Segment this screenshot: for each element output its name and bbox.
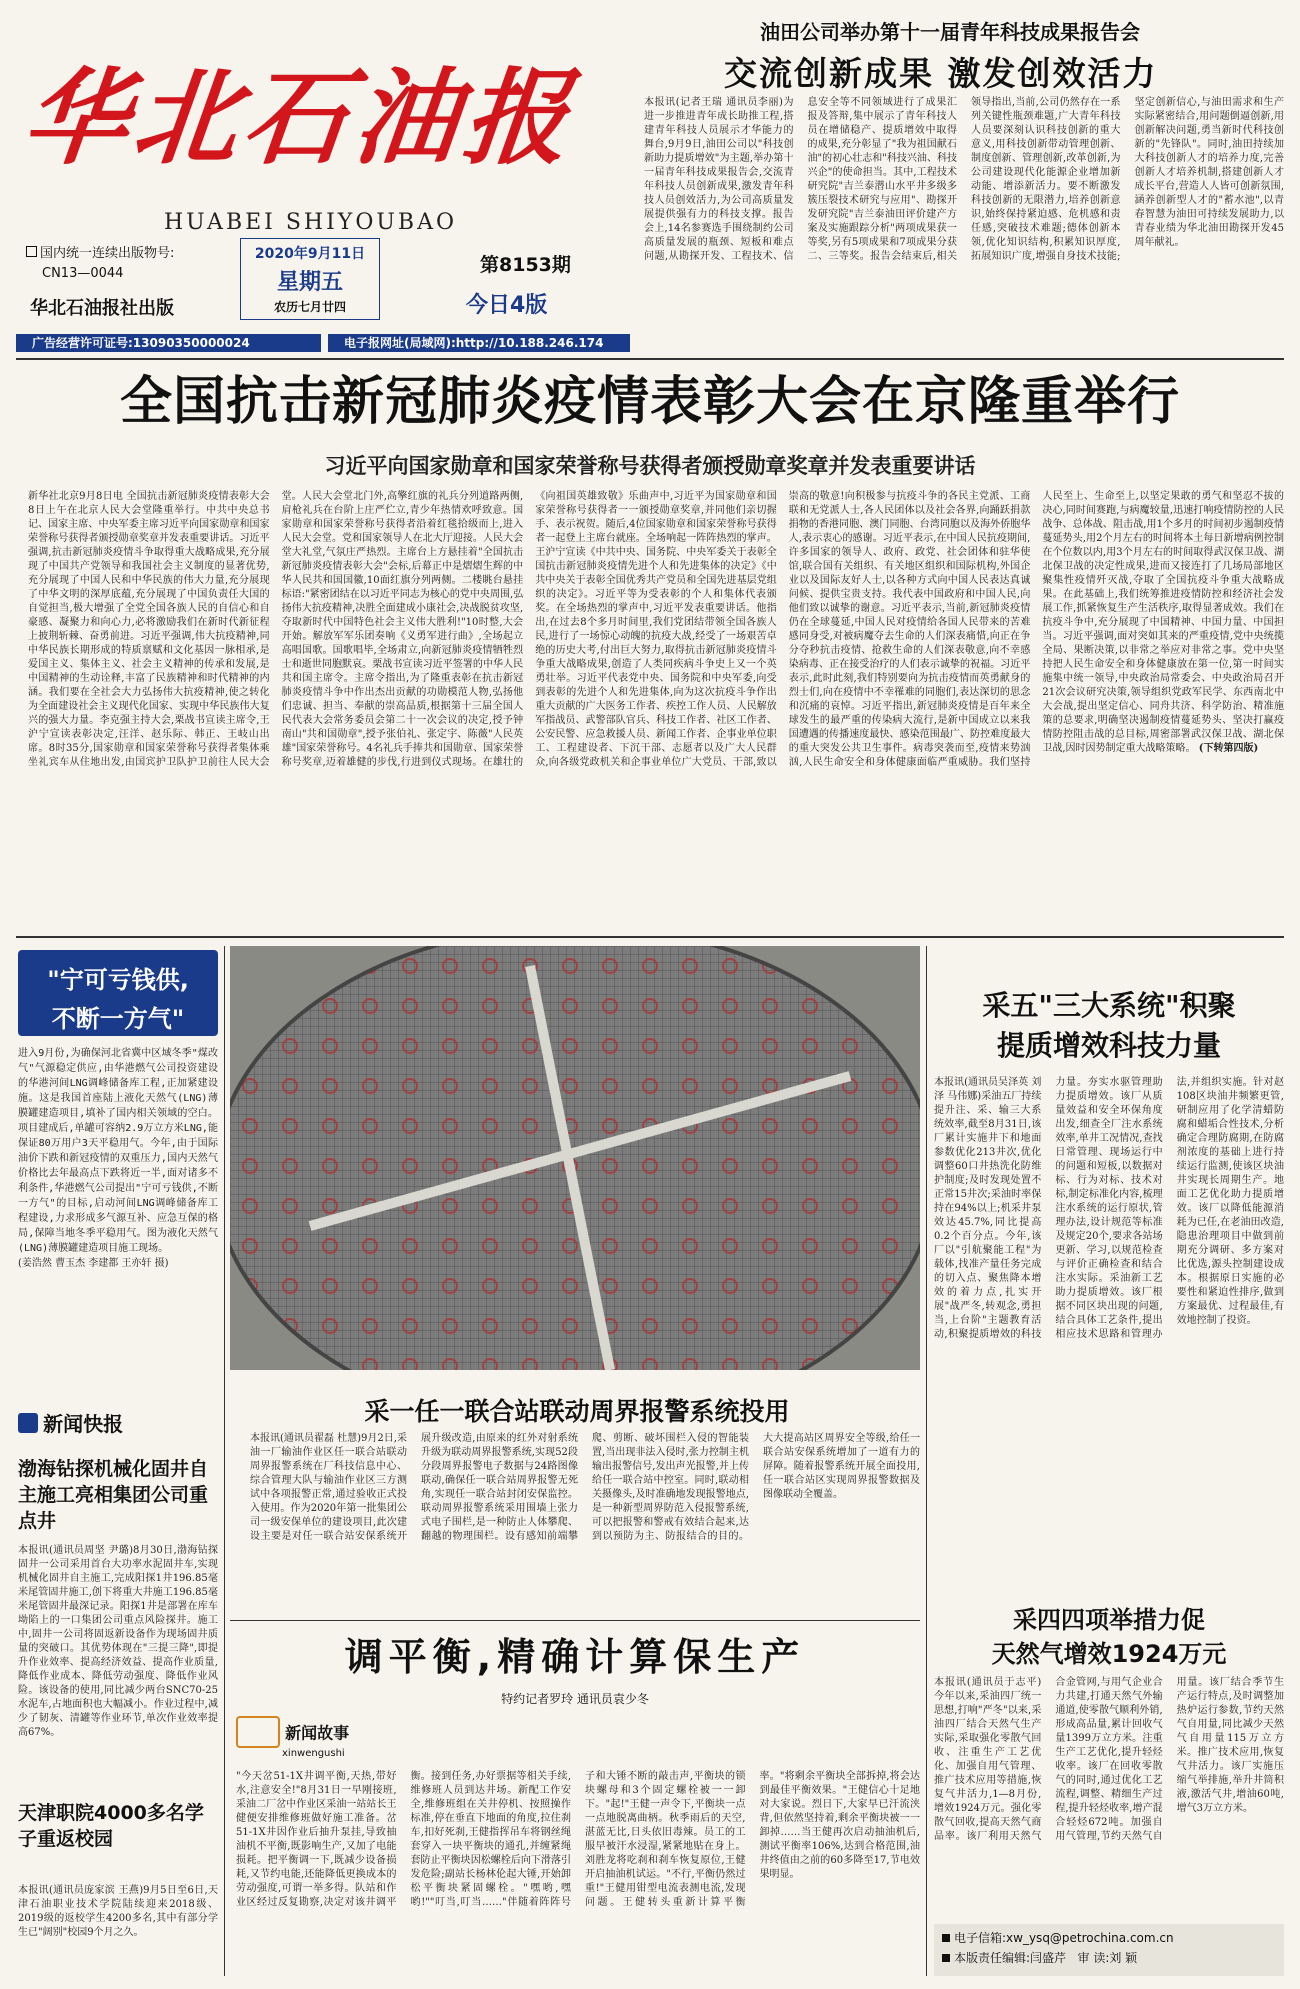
photo-kicker-1: "宁可亏钱供, <box>47 966 189 994</box>
construction-photo <box>230 946 920 1370</box>
masthead-pinyin: HUABEI SHIYOUBAO <box>164 210 457 235</box>
right2-headline-1: 采四四项举措力促 <box>1013 1606 1205 1634</box>
photo-kicker-2: 不断一方气" <box>51 1005 185 1033</box>
website[interactable]: 电子报网址(局域网):http://10.188.246.174 <box>344 336 604 350</box>
website-bar[interactable] <box>328 334 630 352</box>
story1-body: 本报讯(通讯员周坚 尹璐)8月30日,渤海钻探固井一公司采用首台大功率水泥固井车,实现机械化固井自主施工,完成阳探1井196.85毫米尾管固井施工,创下将重大井施工196.85毫米尾管固井最深记录。阳探1井是部署在库车坳陷上的一口集团公司重点风险探井。施工中,固井一公司将固返新设备作为现场固井质量的突破口。其优势体现在"三提三降",即提升作业效率、提高经济效益、提高作业质量,降低作业成本、降低劳动强度、降低作业风险。该设备的使用,同比减少两台SNC70-25水泥车,占地面积也大幅减小。作业过程中,减少了韧灰、清罐等作业环节,单次作业效率提高67%。 <box>18 1545 218 1738</box>
photo-credit: (姜浩然 曹玉杰 李建都 王亦轩 摄) <box>18 1258 169 1269</box>
news-flash-icon <box>18 1413 38 1433</box>
reviewer: 审 读:刘 颖 <box>1077 1951 1138 1965</box>
lunar: 农历七月廿四 <box>273 300 346 314</box>
date: 2020年9月11日 <box>254 246 366 262</box>
divider-left <box>224 946 225 1976</box>
truck-icon <box>236 1716 280 1748</box>
right-headline-1: 采五"三大系统"积聚 <box>982 989 1236 1022</box>
right2-body: 本报讯(通讯员于志平)今年以来,采油四厂统一思想,打响"严冬"以来,采油四厂结合天然气生产实际,采取强化零散气回收、注重生产工艺优化、加强自用气管理、推广技术应用等措施,恢复气井活力,1—8月份,增效1924万元。强化零散气回收,提高天然气商品率。该厂利用天然气合金管网,与用气企业合力共建,打通天然气外输通道,使零散气顺利外销,形成高品量,累计回收气量1399万立方米。注重生产工艺优化,提升轻烃收率。该厂在回收零散气的同时,通过优化工艺流程,调整、精细生产过程,提升轻烃收率,增产混合轻烃672吨。加强自用气管理,节约天然气自用量。该厂结合季节生产运行特点,及时调整加热炉运行参数,节约天然气自用量,同比减少天然气自用量115万立方米。推广技术应用,恢复气井活力。该厂实施压缩气举排施,举升井筒积液,激活气井,增油60吨,增气3万立方米。 <box>934 1677 1284 1842</box>
lead-continued: (下转第四版) <box>1198 743 1259 754</box>
publisher: 华北石油报社出版 <box>30 298 174 319</box>
photo-body-text: 进入9月份,为确保河北省冀中区域冬季"煤改气"气源稳定供应,由华港燃气公司投资建设的华港河间LNG调峰储备库工程,正加紧建设施。这是我国首座陆上液化天然气(LNG)薄膜罐建造项目,填补了国内相关领域的空白。项目建成后,单罐可容纳2.9万立方米LNG,能保证80万用户3天平稳用气。今年,由于国际油价下跌和新冠疫情的双重压力,国内天然气价格比去年最高点下跌将近一半,面对诸多不利条件,华港燃气公司提出"宁可亏钱供,不断一方气"的目标,启动河间LNG调峰储备库工程建设,力求形成多气源互补、应急互保的格局,保障当地冬季平稳用气。图为液化天然气(LNG)薄膜罐建造项目施工现场。 <box>18 1048 218 1254</box>
top-story-body: 本报讯(记者王瑞 通讯员李丽)为进一步推进青年成长助推工程,搭建青年科技人员展示才华能力的舞台,9月9日,油田公司以"科技创新助力提质增效"为主题,举办第十一届青年科技成果报告会,交流青年科技人员创新成果,激发青年科技人员创效活力,为公司高质量发展提供强有力的科技支撑。报告会上,14名参赛选手围绕制约公司高质量发展的瓶颈、短板和难点问题,从勘探开发、工程技术、信息安全等不同领域进行了成果汇报及答辩,集中展示了青年科技人员在增储稳产、提质增效中取得的成果,充分彰显了"我为祖国献石油"的初心壮志和"科技兴油、科技兴企"的使命担当。其中,工程技术研究院"吉兰泰潜山水平井多级多簇压裂技术研究与应用"、勘探开发研究院"吉兰泰油田评价建产方案及实施跟踪分析"两项成果获一等奖,另有5项成果和7项成果分获二、三等奖。报告会结束后,相关领导指出,当前,公司仍然存在一系列关键性瓶颈难题,广大青年科技人员要深刻认识科技创新的重大意义,用科技创新带动管理创新、制度创新、管理创新,改革创新,为公司建设现代化能源企业增加新动能、增添新活力。要不断激发科技创新的无限潜力,培养创新意识,始终保持紧迫感、危机感和责任感,突破技术难题;德体创新本领,优化知识结构,积累知识厚度,拓展知识广度,增强自身技术技能;坚定创新信心,与油田需求和生产实际紧密结合,用问题倒逼创新,用创新解决问题,勇当新时代科技创新的"先锋队"。同时,油田持续加大科技创新人才的培养力度,完善创新人才培养机制,搭建创新人才成长平台,营造人人皆可创新氛围,涵养创新型人才的"蓄水池",以青春智慧为油田可持续发展助力,以青春业绩为华北油田勘探开发45周年献礼。 <box>644 97 1284 262</box>
story2-body: 本报讯(通讯员庞家滨 王燕)9月5日至6日,天津石油职业技术学院陆续迎来2018级、2019级的返校学生4200多名,其中有部分学生已"阔别"校园9个月之久。 <box>18 1885 218 1938</box>
divider-masthead <box>16 358 1284 360</box>
lead-body-text: 新华社北京9月8日电 全国抗击新冠肺炎疫情表彰大会8日上午在北京人民大会堂隆重举行。中共中央总书记、国家主席、中央军委主席习近平向国家勋章和国家荣誉称号获得者颁授勋章奖章并发表重要讲话。习近平强调,抗击新冠肺炎疫情斗争取得重大战略成果,充分展现了中国共产党领导和我国社会主义制度的显著优势,充分展现了中国人民和中华民族的伟大力量,充分展现了中华文明的深厚底蕴,充分展现了中国负责任大国的自觉担当,极大增强了全党全国各族人民的自信心和自豪感、凝聚力和向心力,必将激励我们在新时代新征程上披荆斩棘、奋勇前进。习近平强调,伟大抗疫精神,同中华民族长期形成的特质禀赋和文化基因一脉相承,是爱国主义、集体主义、社会主义精神的传承和发展,是中国精神的生动诠释,丰富了民族精神和时代精神的内涵。我们要在全社会大力弘扬伟大抗疫精神,使之转化为全面建设社会主义现代化国家、实现中华民族伟大复兴的强大力量。李克强主持大会,栗战书宣读主席令,王沪宁宣读表彰决定,汪洋、赵乐际、韩正、王岐山出席。8时35分,国家勋章和国家荣誉称号获得者集体乘坐礼宾车从住地出发,由国宾护卫队护卫前往人民大会堂。人民大会堂北门外,高擎红旗的礼兵分列道路两侧,肩枪礼兵在台阶上庄严伫立,青少年热情欢呼致意。国家勋章和国家荣誉称号获得者沿着红毯拾级而上,进入人民大会堂。党和国家领导人在北大厅迎接。人民大会堂大礼堂,气氛庄严热烈。主席台上方悬挂着"全国抗击新冠肺炎疫情表彰大会"会标,后幕正中是熠熠生辉的中华人民共和国国徽,10面红旗分列两侧。二楼眺台悬挂标语:"紧密团结在以习近平同志为核心的党中央周围,弘扬伟大抗疫精神,决胜全面建成小康社会,决战脱贫攻坚,夺取新时代中国特色社会主义伟大胜利!"10时整,大会开始。解放军军乐团奏响《义勇军进行曲》,全场起立高唱国歌。国歌唱毕,全场肃立,向新冠肺炎疫情牺牲烈士和逝世同胞默哀。栗战书宣读习近平签署的中华人民共和国主席令。主席令指出,为了隆重表彰在抗击新冠肺炎疫情斗争中作出杰出贡献的功勋模范人物,弘扬他们忠诚、担当、奉献的崇高品质,根据第十三届全国人民代表大会常务委员会第二十一次会议的决定,授予钟南山"共和国勋章",授予张伯礼、张定宇、陈薇"人民英雄"国家荣誉称号。4名礼兵手捧共和国勋章、国家荣誉称号奖章,迈着雄健的步伐,行进到仪式现场。在雄壮的《向祖国英雄致敬》乐曲声中,习近平为国家勋章和国家荣誉称号获得者一一颁授勋章奖章,并同他们亲切握手、表示祝贺。随后,4位国家勋章和国家荣誉称号获得者一起登上主席台就座。全场响起一阵阵热烈的掌声。王沪宁宣读《中共中央、国务院、中央军委关于表彰全国抗击新冠肺炎疫情先进个人和先进集体的决定》《中共中央关于表彰全国优秀共产党员和全国先进基层党组织的决定》。习近平等为受表彰的个人和集体代表颁奖。在全场热烈的掌声中,习近平发表重要讲话。他指出,在过去8个多月时间里,我们党团结带领全国各族人民,进行了一场惊心动魄的抗疫大战,经受了一场艰苦卓绝的历史大考,付出巨大努力,取得抗击新冠肺炎疫情斗争重大战略成果,创造了人类同疾病斗争史上又一个英勇壮举。习近平代表党中央、国务院和中央军委,向受到表彰的先进个人和先进集体,向为这次抗疫斗争作出重大贡献的广大医务工作者、疾控工作人员、人民解放军指战员、武警部队官兵、科技工作者、社区工作者、公安民警、应急救援人员、新闻工作者、企事业单位职工、工程建设者、下沉干部、志愿者以及广大人民群众,向各级党政机关和企事业单位广大党员、干部,致以崇高的敬意!向积极参与抗疫斗争的各民主党派、工商联和无党派人士,各人民团体以及社会各界,向踊跃捐款捐物的香港同胞、澳门同胞、台湾同胞以及海外侨胞华人,表示衷心的感谢。习近平表示,在中国人民抗疫期间,许多国家的领导人、政府、政党、社会团体和驻华使馆,联合国有关组织、有关地区组织和国际机构,外国企业以及国际友好人士,以各种方式向中国人民表达真诚问候、提供宝贵支持。我代表中国政府和中国人民,向他们致以诚挚的谢意。习近平表示,当前,新冠肺炎疫情仍在全球蔓延,中国人民对疫情给各国人民带来的苦难感同身受,对被病魔夺去生命的人们深表痛惜,向正在争分夺秒抗击疫情、抢救生命的人们深表敬意,向不幸感染病毒、正在接受治疗的人们表示诚挚的祝福。习近平表示,此时此刻,我们特别要向为抗击疫情而英勇献身的烈士们,向在疫情中不幸罹难的同胞们,表达深切的思念和沉痛的哀悼。习近平指出,新冠肺炎疫情是百年来全球发生的最严重的传染病大流行,是新中国成立以来我国遭遇的传播速度最快、感染范围最广、防控难度最大的重大突发公共卫生事件。病毒突袭而至,疫情来势汹汹,人民生命安全和身体健康面临严重威胁。我们坚持人民至上、生命至上,以坚定果敢的勇气和坚忍不拔的决心,同时间赛跑,与病魔较量,迅速打响疫情防控的人民战争、总体战、阻击战,用1个多月的时间初步遏制疫情蔓延势头,用2个月左右的时间将本土每日新增病例控制在个位数以内,用3个月左右的时间取得武汉保卫战、湖北保卫战的决定性成果,进而又接连打了几场局部地区聚集性疫情歼灭战,夺取了全国抗疫斗争重大战略成果。在此基础上,我们统筹推进疫情防控和经济社会发展工作,抓紧恢复生产生活秩序,取得显著成效。我们在抗疫斗争中,充分展现了中国精神、中国力量、中国担当。习近平强调,面对突如其来的严重疫情,党中央统揽全局、果断决策,以非常之举应对非常之事。党中央坚持把人民生命安全和身体健康放在第一位,第一时间实施集中统一领导,中央政治局常委会、中央政治局召开21次会议研究决策,领导组织党政军民学、东西南北中大会战,提出坚定信心、同舟共济、科学防治、精准施策的总要求,明确坚决遏制疫情蔓延势头、坚决打赢疫情防控阻击战的总目标,周密部署武汉保卫战、湖北保卫战,因时因势制定重大战略策略。 <box>28 491 1284 768</box>
story-label-box <box>236 1716 376 1764</box>
photo-caption-headline: 采一任一联合站联动周界报警系统投用 <box>364 1397 790 1426</box>
weekday: 星期五 <box>276 270 343 295</box>
lead-body <box>28 490 1284 928</box>
story1-headline: 渤海钻探机械化固井自主施工亮相集团公司重点井 <box>18 1458 209 1532</box>
bottom-headline: 调平衡,精确计算保生产 <box>344 1635 806 1679</box>
issn-box <box>26 244 236 290</box>
lead-subheadline: 习近平向国家勋章和国家荣誉称号获得者颁授勋章奖章并发表重要讲话 <box>324 454 976 478</box>
bottom-byline: 特约记者罗玲 通讯员袁少冬 <box>501 1692 649 1706</box>
issue-no: 第8153期 <box>480 254 571 276</box>
bottom-body: "今天岔51-1X井调平衡,天热,带好水,注意安全!"8月31日一早刚接班,采油二厂岔中作业区采油一站站长王健便安排维修班做好施工准备。岔51-1X井因作业后抽升泵挂,导致抽油机不平衡,既影响生产,又加了电能损耗。把平衡调一下,既减少设备损耗,又节约电能,还能降低更换成本的劳动强度,可谓一举多得。队站和作业区经过反复勘察,决定对该井调平衡。接到任务,办好票据等相关手续,维修班人员到达井场。新配工作安全,维修班组在关井停机、按照操作标准,停在垂直下地面的角度,拉住刹车,扣好死刹,王健指挥吊车将钢丝绳套穿入一块平衡块的通孔,并缠紧绳套防止平衡块因松螺栓后向下滑落引发危险;副站长杨林伦起大锤,开始卸松平衡块紧固螺栓。"嘿哟,嘿哟!""叮当,叮当……"伴随着阵阵号子和大锤不断的敲击声,平衡块的锁块螺母和3个固定螺栓被一一卸下。"起!"王健一声令下,平衡块一点一点地脱离曲柄。秋季雨后的天空,湛蓝无比,日头依旧毒辣。员工的工服早被汗水浸湿,紧紧地贴在身上。刘胜龙将吃刹和刹车恢复原位,王健开启抽油机试运。"不行,平衡仍然过重!"王健用钳型电流表测电流,发现问题。王健转头重新计算平衡率。"将剩余平衡块全部拆掉,将会达到最佳平衡效果。"王健信心十足地对大家说。烈日下,大家早已汗流浃背,但依然坚持着,剩余平衡块被一一卸掉……当王健再次启动抽油机后,测试平衡率106%,达到合格范围,油井终值由之前的60多降至17,节电效果明显。 <box>236 1771 920 1908</box>
divider-bottom <box>230 1620 920 1621</box>
story-label-en: xinwengushi <box>282 1748 345 1759</box>
ad-license: 广告经营许可证号:13090350000024 <box>32 336 250 350</box>
top-story-kicker: 油田公司举办第十一届青年科技成果报告会 <box>760 20 1140 44</box>
lead-headline: 全国抗击新冠肺炎疫情表彰大会在京隆重举行 <box>119 372 1180 432</box>
issn-label: 国内统一连续出版物号: <box>40 246 175 261</box>
right2-headline-2: 天然气增效1924万元 <box>991 1640 1227 1668</box>
right-headline-2: 提质增效科技力量 <box>996 1029 1221 1062</box>
photo-body <box>18 1046 218 1366</box>
top-story-headline: 交流创新成果 激发创效活力 <box>724 54 1158 93</box>
story2-headline: 天津职院4000多名学子重返校园 <box>18 1802 204 1850</box>
email[interactable]: 电子信箱:xw_ysq@petrochina.com.cn <box>954 1931 1174 1945</box>
pages-today: 今日4版 <box>466 293 548 318</box>
issn-value: CN13—0044 <box>42 266 124 281</box>
news-flash-label-box <box>18 1408 218 1438</box>
date-box <box>240 238 380 320</box>
news-flash-label: 新闻快报 <box>43 1412 124 1436</box>
divider-lead <box>16 936 1284 938</box>
ad-license-bar <box>16 334 321 352</box>
editor: 本版责任编辑:闫盛芹 <box>954 1951 1067 1965</box>
photo-kicker-box <box>18 950 218 1036</box>
photo-illustration <box>230 946 920 1370</box>
right-body: 本报讯(通讯员吴泽英 刘泽 马伟娜)采油五厂持续提升注、采、输三大系统效率,截至8月31日,该厂累计实施井下和地面参数优化213井次,优化调整60口井热洗化防维护制度;及时发现处置不正常15井次;采油时率保持在94%以上;机采井泵效达45.7%,同比提高0.2个百分点。今年,该厂以"引航聚能工程"为载体,找准产量任务完成的切入点、聚焦降本增效的着力点,扎实开展"战严冬,转观念,勇担当,上台阶"主题教育活动,积聚提质增效的科技力量。夯实水驱管理助力提质增效。该厂从质量效益和安全环保角度出发,细查全厂注水系统效率,单井工况情况,查找日常管理、现场运行中的问题和短板,以数据对标、行为对标、技术对标,制定标准化内容,梳理注水系统的运行原状,管理办法,设计规范等标准及规定20个,要求各站场更新、学习,以规范检查与评价正确检查和结合注水实际。采油新工艺助力提质增效。该厂根据不同区块出现的问题,结合具体工艺条件,提出相应技术思路和管理办法,并组织实施。针对赵108区块油井频繁更管,研制应用了化学清蜡防腐和蜡垢合性技术,分析确定合理防腐期,在防腐剂浓度的基础上进行持续运行监测,使该区块油井实现长周期生产。地面工艺优化助力提质增效。该厂以降低能源消耗为已任,在老油田改造,隐患治理项目中做到前期充分调研、多方案对比优选,源头控制建设成本。根据原日实施的必要性和紧迫性排序,做到方案最优、过程最佳,有效地控制了投资。 <box>934 1077 1284 1340</box>
photo-caption-body: 本报讯(通讯员翟磊 杜慧)9月2日,采油一厂输油作业区任一联合站联动周界报警系统在厂科技信息中心、综合管理大队与输油作业区三方测试中各项报警正常,通过验收正式投入使用。作为2020年第一批集团公司一级安保单位的建设项目,此次建设主要是对任一联合站安保系统开展升级改造,由原来的红外对射系统升级为联动周界报警系统,实现52段分段周界报警电子数据与24路图像联动,确保任一联合站周界报警无死角,实现任一联合站封闭安保监控。联动周界报警系统采用围墙上张力式电子围栏,是一种防止人体攀爬、翻越的物理围栏。设有感知前端攀爬、剪断、破坏围栏入侵的智能装置,当出现非法入侵时,张力控制主机输出报警信号,发出声光报警,并上传给任一联合站中控室。同时,联动相关摄像头,及时准确地发现报警地点,是一种新型周界防范入侵报警系统,可以把报警和警戒有效结合起来,达到以预防为主、防报结合的目的。大大提高站区周界安全等级,给任一联合站安保系统增加了一道有力的屏障。随着报警系统开展全面投用,任一联合站区实现周界报警数据及图像联动全覆盖。 <box>250 1433 920 1542</box>
divider-right <box>926 946 927 1976</box>
masthead-title: 华北石油报 <box>17 56 581 179</box>
editor-box <box>934 1924 1284 1976</box>
story-label: 新闻故事 <box>285 1723 350 1743</box>
